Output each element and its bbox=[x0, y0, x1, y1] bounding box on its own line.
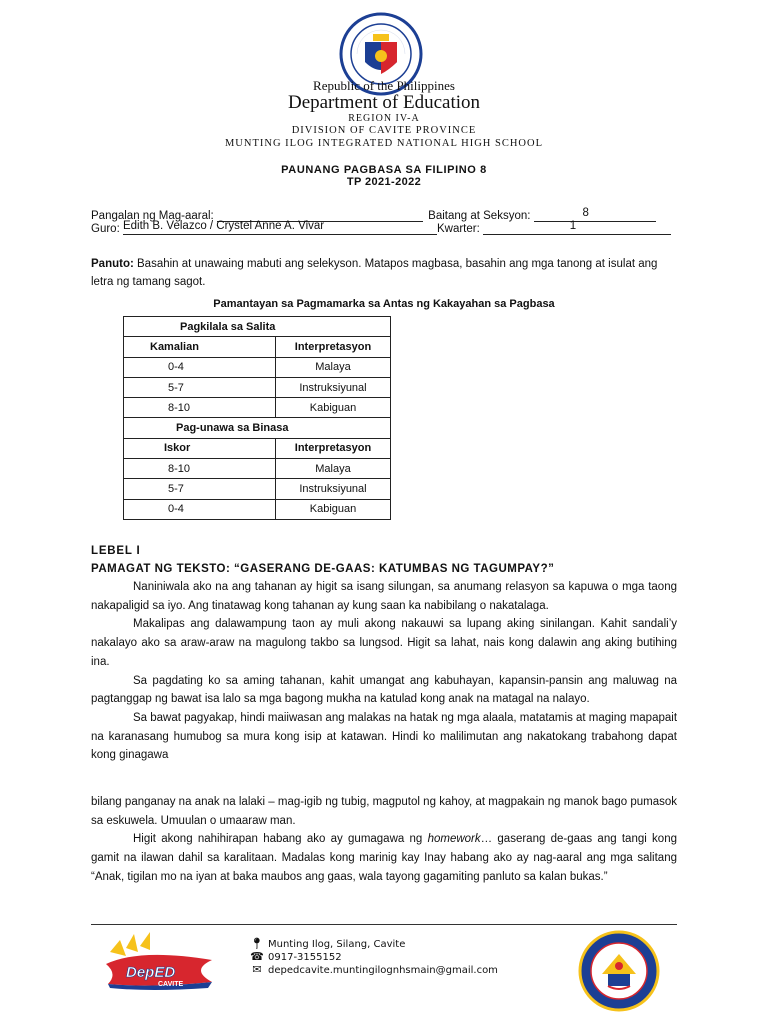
teacher-label: Guro: bbox=[91, 223, 120, 235]
level-heading: LEBEL I bbox=[91, 545, 141, 557]
section-title: Pagkilala sa Salita bbox=[124, 317, 391, 337]
department-title: Department of Education bbox=[287, 92, 481, 113]
table-cell: Malaya bbox=[276, 459, 391, 479]
column-header: Interpretasyon bbox=[276, 337, 391, 357]
quarter-field[interactable]: 1 bbox=[483, 221, 671, 235]
svg-text:DepED: DepED bbox=[126, 964, 176, 981]
column-header: Iskor bbox=[124, 438, 276, 458]
column-header: Interpretasyon bbox=[276, 438, 391, 458]
section-title: Pag-unawa sa Binasa bbox=[124, 418, 391, 438]
table-row bbox=[124, 398, 391, 418]
table-cell: Kabiguan bbox=[276, 398, 391, 418]
table-row bbox=[124, 377, 391, 397]
paragraph: bilang panganay na anak na lalaki – mag-igib ng tubig, magputol ng kahoy, at magpakain ng manok bago pumasok sa eskuwela. Umuulan o umaaraw man. bbox=[91, 796, 677, 827]
teacher-row bbox=[91, 221, 671, 235]
reading-title: PAMAGAT NG TEKSTO: “GASERANG DE-GAAS: KATUMBAS NG TAGUMPAY?” bbox=[91, 563, 555, 575]
grade-section-label: Baitang at Seksyon: bbox=[428, 210, 531, 222]
table-cell: 0-4 bbox=[124, 357, 276, 377]
contact-phone: ☎ 0917-3155152 bbox=[250, 950, 342, 963]
table-cell: 8-10 bbox=[124, 459, 276, 479]
reading-body-part2 bbox=[91, 793, 677, 887]
instructions-text: Basahin at unawaing mabuti ang selekyson. Matapos magbasa, basahin ang mga tanong at isulat ang letra ng tamang sagot. bbox=[91, 258, 658, 288]
contact-address: 📍︎ Munting Ilog, Silang, Cavite bbox=[250, 937, 406, 950]
table-cell: Instruksiyunal bbox=[276, 479, 391, 499]
table-row bbox=[124, 357, 391, 377]
table-row bbox=[124, 479, 391, 499]
table-cell: Instruksiyunal bbox=[276, 377, 391, 397]
deped-cavite-logo bbox=[100, 930, 218, 992]
table-cell: 8-10 bbox=[124, 398, 276, 418]
paragraph: Sa bawat pagyakap, hindi maiiwasan ang malakas na hatak ng mga alaala, matatamis at maging mapapait na karanasang humubog sa mura kong isip at katawan. Hindi ko malilimutan ang nakatokang trabahong dapat kong ginagawa bbox=[91, 711, 678, 762]
table-cell: 0-4 bbox=[124, 499, 276, 519]
paragraph: Sa pagdating ko sa aming tahanan, kahit umangat ang kabuhayan, kapansin-pansin ang maluwag na pagtanggap ng bawat isa lalo sa mga bagong mukha na katulad kong anak na matagal na nalayo. bbox=[91, 674, 677, 706]
rubric-table bbox=[123, 316, 391, 520]
envelope-icon: ✉ bbox=[252, 963, 262, 976]
paragraph: Naniniwala ako na ang tahanan ay higit sa isang silungan, sa anumang relasyon sa kapuwa o mga taong nakapaligid sa iyo. Ang tinatawag kong tahanan ay kung saan ka nabibilang o nakatalaga. bbox=[91, 581, 677, 612]
column-header: Kamalian bbox=[124, 337, 276, 357]
instructions bbox=[91, 255, 681, 291]
svg-text:CAVITE: CAVITE bbox=[158, 981, 184, 988]
table-cell: Malaya bbox=[276, 357, 391, 377]
division-line: DIVISION OF CAVITE PROVINCE bbox=[291, 125, 477, 136]
table-row bbox=[124, 499, 391, 519]
table-row bbox=[124, 459, 391, 479]
table-cell: Kabiguan bbox=[276, 499, 391, 519]
school-seal-logo bbox=[578, 930, 660, 1012]
school-year: TP 2021-2022 bbox=[346, 176, 422, 188]
paragraph: Makalipas ang dalawampung taon ay muli akong nakauwi sa lupang aking sinilangan. Kahit sandali’y nakalayo ako sa araw-araw na magulong takbo sa lungsod. Higit sa lahat, nais kong dalawin ang aking butihing ina. bbox=[91, 618, 677, 668]
test-title: PAUNANG PAGBASA SA FILIPINO 8 bbox=[281, 164, 487, 176]
reading-body-part1 bbox=[91, 578, 677, 765]
republic-line: Republic of the Philippines bbox=[313, 78, 455, 93]
grade-section-field[interactable]: 8 bbox=[534, 208, 656, 222]
teacher-field[interactable]: Edith B. Velazco / Crystel Anne A. Vivar bbox=[123, 221, 437, 235]
footer-divider bbox=[91, 924, 677, 925]
phone-icon: ☎ bbox=[250, 950, 264, 963]
quarter-label: Kwarter: bbox=[436, 223, 480, 235]
location-icon: 📍︎ bbox=[250, 937, 264, 950]
instructions-label: Panuto: bbox=[91, 258, 134, 270]
table-cell: 5-7 bbox=[124, 377, 276, 397]
school-name: MUNTING ILOG INTEGRATED NATIONAL HIGH SCHOOL bbox=[224, 138, 544, 149]
table-cell: 5-7 bbox=[124, 479, 276, 499]
rubric-caption: Pamantayan sa Pagmamarka sa Antas ng Kakayahan sa Pagbasa bbox=[213, 298, 555, 310]
region-line: REGION IV-A bbox=[348, 113, 420, 124]
student-name-label: Pangalan ng Mag-aaral: bbox=[91, 210, 214, 222]
contact-email: ✉ depedcavite.muntingilognhsmain@gmail.com bbox=[250, 963, 498, 976]
paragraph: Higit akong nahihirapan habang ako ay gumagawa ng homework… gaserang de-gaas ang tangi kong gamit na ilawan dahil sa karalitaan. Madalas kong marinig kay Inay habang ako ay nag-aaral ang mga salitang “Anak, tigilan mo na iyan at baka maubos ang gaas, wala tayong gagamiting panluto sa kalan bukas.” bbox=[91, 833, 677, 883]
